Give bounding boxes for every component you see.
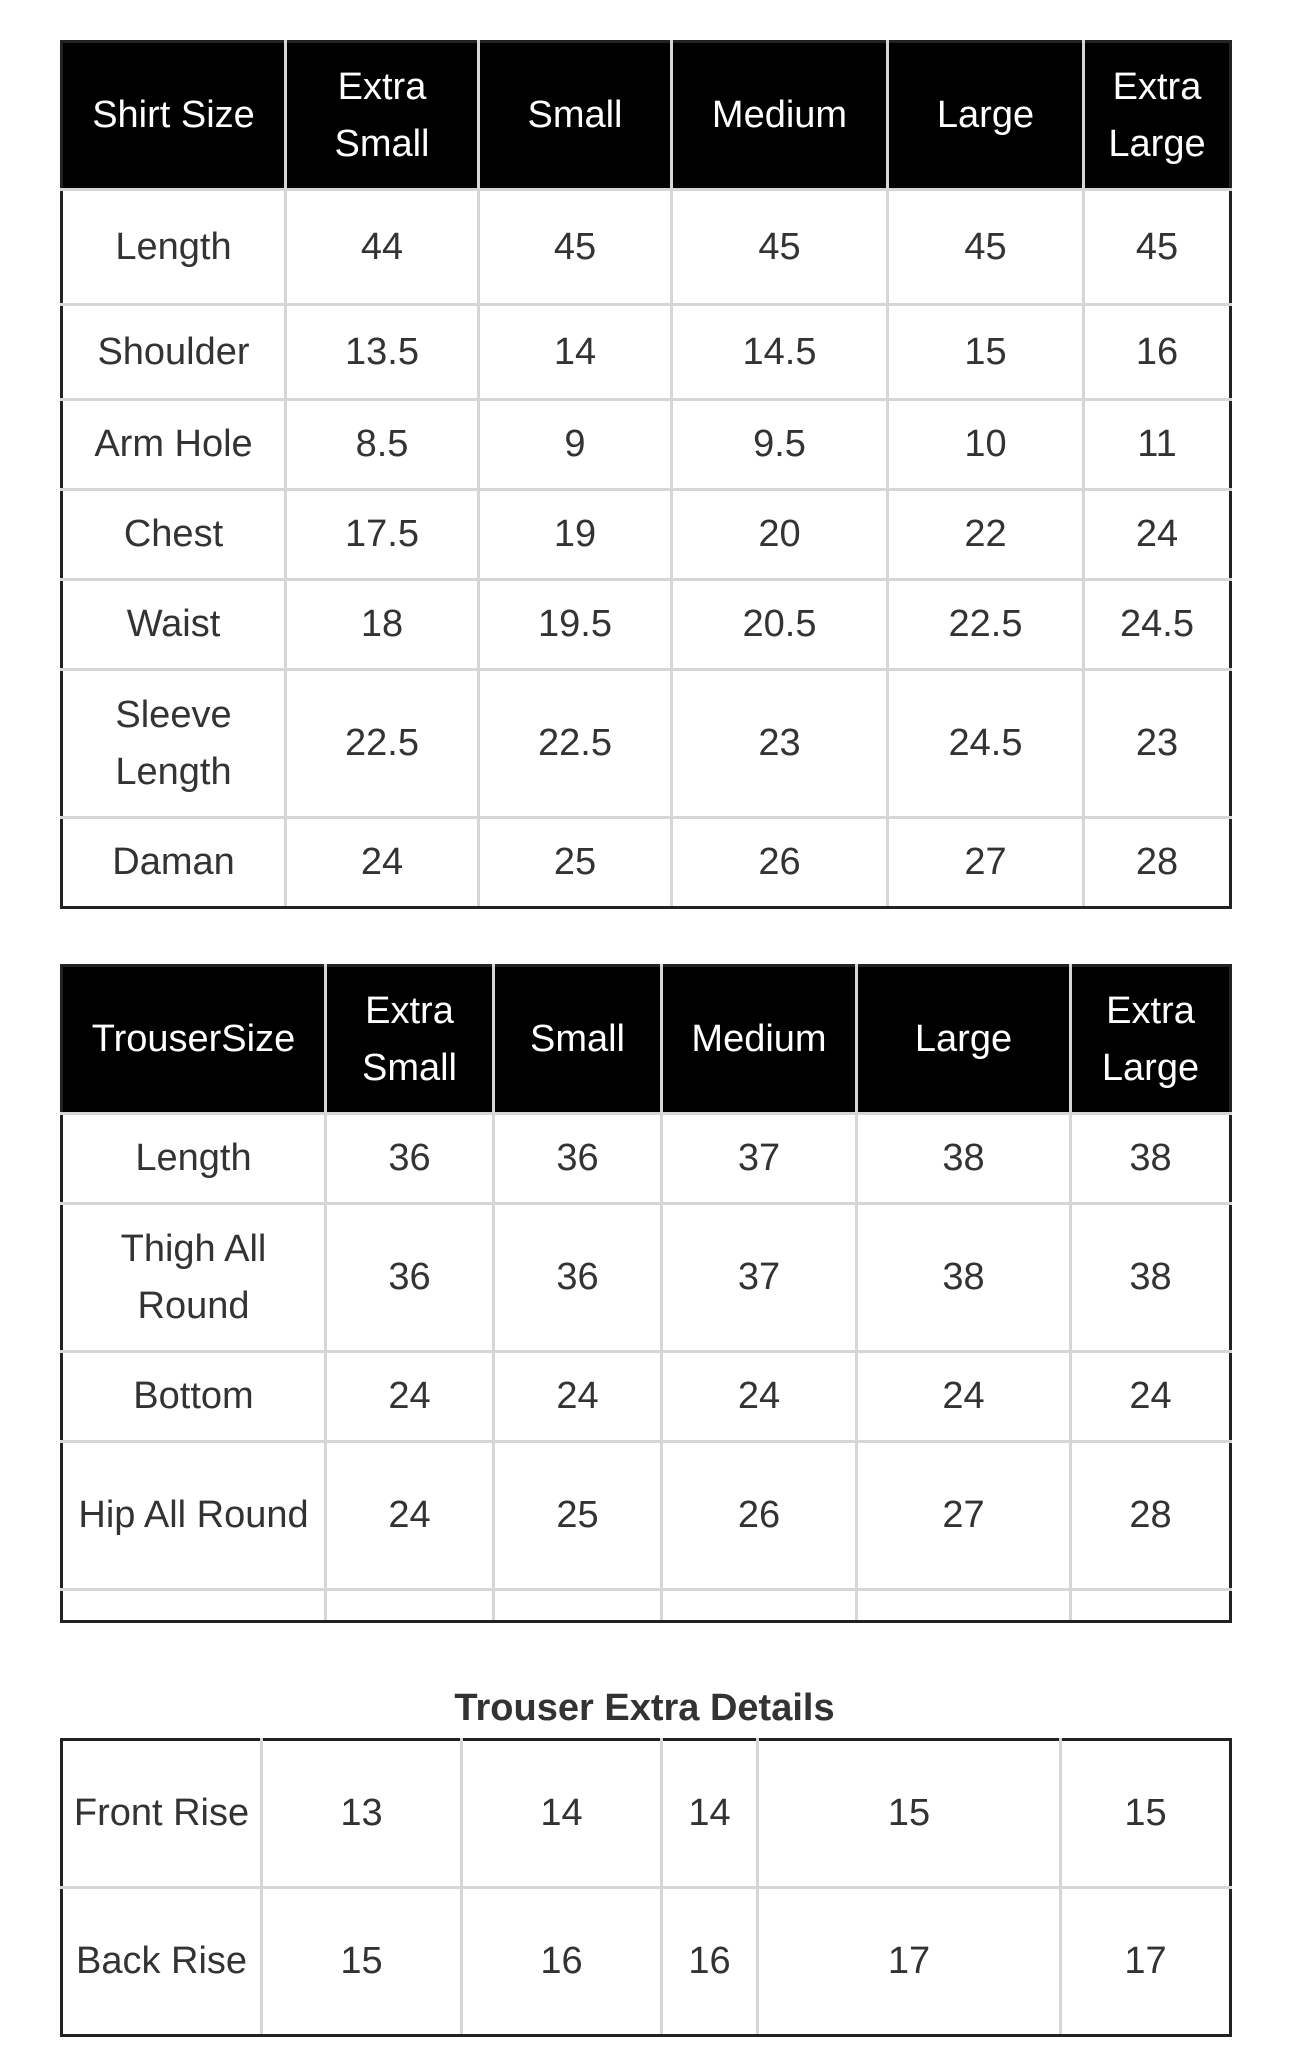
table-cell: 16 bbox=[1084, 305, 1231, 400]
table-cell: 14 bbox=[662, 1740, 758, 1888]
row-label: Waist bbox=[62, 580, 286, 670]
table-cell: 26 bbox=[672, 818, 888, 908]
table-cell: 14 bbox=[462, 1740, 662, 1888]
table-cell: 36 bbox=[494, 1114, 662, 1204]
row-label: Sleeve Length bbox=[62, 670, 286, 818]
shirt-header-row bbox=[62, 42, 1231, 190]
row-label: Front Rise bbox=[62, 1740, 262, 1888]
extra-details-title: Trouser Extra Details bbox=[454, 1687, 835, 1729]
table-cell: 15 bbox=[1061, 1740, 1231, 1888]
table-cell: 24 bbox=[286, 818, 479, 908]
table-row bbox=[62, 305, 1231, 400]
table-cell: 28 bbox=[1084, 818, 1231, 908]
shirt-header-cell: Medium bbox=[672, 42, 888, 190]
table-cell: 38 bbox=[1071, 1204, 1231, 1352]
trouser-extra-details-table bbox=[60, 1738, 1232, 2037]
row-label: Length bbox=[62, 190, 286, 305]
table-cell: 10 bbox=[888, 400, 1084, 490]
table-row bbox=[62, 670, 1231, 818]
table-row bbox=[62, 1352, 1231, 1442]
table-cell: 17.5 bbox=[286, 490, 479, 580]
shirt-header-cell: Small bbox=[479, 42, 672, 190]
table-cell: 45 bbox=[479, 190, 672, 305]
shirt-header-cell: Extra Small bbox=[286, 42, 479, 190]
table-cell: 22.5 bbox=[479, 670, 672, 818]
table-cell: 24 bbox=[494, 1352, 662, 1442]
table-cell: 36 bbox=[494, 1204, 662, 1352]
trouser-header-cell: Small bbox=[494, 966, 662, 1114]
table-cell: 17 bbox=[1061, 1888, 1231, 2036]
table-cell: 15 bbox=[262, 1888, 462, 2036]
table-cell bbox=[62, 1590, 326, 1622]
shirt-size-table bbox=[60, 40, 1232, 909]
table-cell: 24 bbox=[857, 1352, 1071, 1442]
trouser-header-cell: TrouserSize bbox=[62, 966, 326, 1114]
row-label: Chest bbox=[62, 490, 286, 580]
trouser-header-cell: Medium bbox=[662, 966, 857, 1114]
table-row bbox=[62, 1114, 1231, 1204]
row-label: Hip All Round bbox=[62, 1442, 326, 1590]
table-cell: 26 bbox=[662, 1442, 857, 1590]
table-cell: 19.5 bbox=[479, 580, 672, 670]
row-label: Arm Hole bbox=[62, 400, 286, 490]
table-cell: 24.5 bbox=[888, 670, 1084, 818]
table-cell: 22.5 bbox=[888, 580, 1084, 670]
table-cell: 9 bbox=[479, 400, 672, 490]
table-cell: 23 bbox=[672, 670, 888, 818]
table-row bbox=[62, 190, 1231, 305]
table-row bbox=[62, 1204, 1231, 1352]
table-cell: 28 bbox=[1071, 1442, 1231, 1590]
table-cell: 38 bbox=[857, 1204, 1071, 1352]
table-cell bbox=[1071, 1590, 1231, 1622]
table-cell: 44 bbox=[286, 190, 479, 305]
table-cell: 38 bbox=[1071, 1114, 1231, 1204]
table-cell: 25 bbox=[494, 1442, 662, 1590]
row-label: Thigh All Round bbox=[62, 1204, 326, 1352]
table-cell: 23 bbox=[1084, 670, 1231, 818]
row-label: Bottom bbox=[62, 1352, 326, 1442]
row-label: Shoulder bbox=[62, 305, 286, 400]
shirt-header-cell: Extra Large bbox=[1084, 42, 1231, 190]
shirt-header-cell: Large bbox=[888, 42, 1084, 190]
table-cell: 15 bbox=[758, 1740, 1061, 1888]
table-cell: 20.5 bbox=[672, 580, 888, 670]
table-row bbox=[62, 1442, 1231, 1590]
trouser-header-row bbox=[62, 966, 1231, 1114]
table-row bbox=[62, 1888, 1231, 2036]
table-cell: 38 bbox=[857, 1114, 1071, 1204]
table-cell: 8.5 bbox=[286, 400, 479, 490]
table-cell: 19 bbox=[479, 490, 672, 580]
table-cell: 14 bbox=[479, 305, 672, 400]
trouser-header-cell: Extra Small bbox=[326, 966, 494, 1114]
table-cell: 18 bbox=[286, 580, 479, 670]
table-row bbox=[62, 580, 1231, 670]
table-cell: 24 bbox=[326, 1442, 494, 1590]
table-cell: 13.5 bbox=[286, 305, 479, 400]
shirt-header-cell: Shirt Size bbox=[62, 42, 286, 190]
table-row bbox=[62, 490, 1231, 580]
table-cell bbox=[494, 1590, 662, 1622]
table-cell bbox=[662, 1590, 857, 1622]
table-cell: 24 bbox=[326, 1352, 494, 1442]
table-cell: 17 bbox=[758, 1888, 1061, 2036]
row-label: Length bbox=[62, 1114, 326, 1204]
table-cell: 45 bbox=[1084, 190, 1231, 305]
table-cell: 9.5 bbox=[672, 400, 888, 490]
table-cell: 45 bbox=[672, 190, 888, 305]
table-cell: 24 bbox=[1084, 490, 1231, 580]
table-cell: 36 bbox=[326, 1204, 494, 1352]
trouser-header-cell: Extra Large bbox=[1071, 966, 1231, 1114]
table-cell: 15 bbox=[888, 305, 1084, 400]
table-cell: 24 bbox=[662, 1352, 857, 1442]
table-row-empty bbox=[62, 1590, 1231, 1622]
table-cell: 37 bbox=[662, 1114, 857, 1204]
table-cell: 25 bbox=[479, 818, 672, 908]
table-cell: 20 bbox=[672, 490, 888, 580]
table-row bbox=[62, 400, 1231, 490]
table-cell: 16 bbox=[662, 1888, 758, 2036]
table-cell: 24.5 bbox=[1084, 580, 1231, 670]
table-cell: 14.5 bbox=[672, 305, 888, 400]
table-cell: 36 bbox=[326, 1114, 494, 1204]
table-cell: 22.5 bbox=[286, 670, 479, 818]
table-cell: 45 bbox=[888, 190, 1084, 305]
table-cell: 27 bbox=[888, 818, 1084, 908]
table-cell bbox=[857, 1590, 1071, 1622]
table-row bbox=[62, 1740, 1231, 1888]
table-cell: 37 bbox=[662, 1204, 857, 1352]
trouser-size-table bbox=[60, 964, 1232, 1623]
table-cell: 16 bbox=[462, 1888, 662, 2036]
table-cell: 11 bbox=[1084, 400, 1231, 490]
table-row bbox=[62, 818, 1231, 908]
row-label: Back Rise bbox=[62, 1888, 262, 2036]
row-label: Daman bbox=[62, 818, 286, 908]
table-cell: 27 bbox=[857, 1442, 1071, 1590]
table-cell: 22 bbox=[888, 490, 1084, 580]
table-cell: 13 bbox=[262, 1740, 462, 1888]
trouser-header-cell: Large bbox=[857, 966, 1071, 1114]
table-cell: 24 bbox=[1071, 1352, 1231, 1442]
table-cell bbox=[326, 1590, 494, 1622]
